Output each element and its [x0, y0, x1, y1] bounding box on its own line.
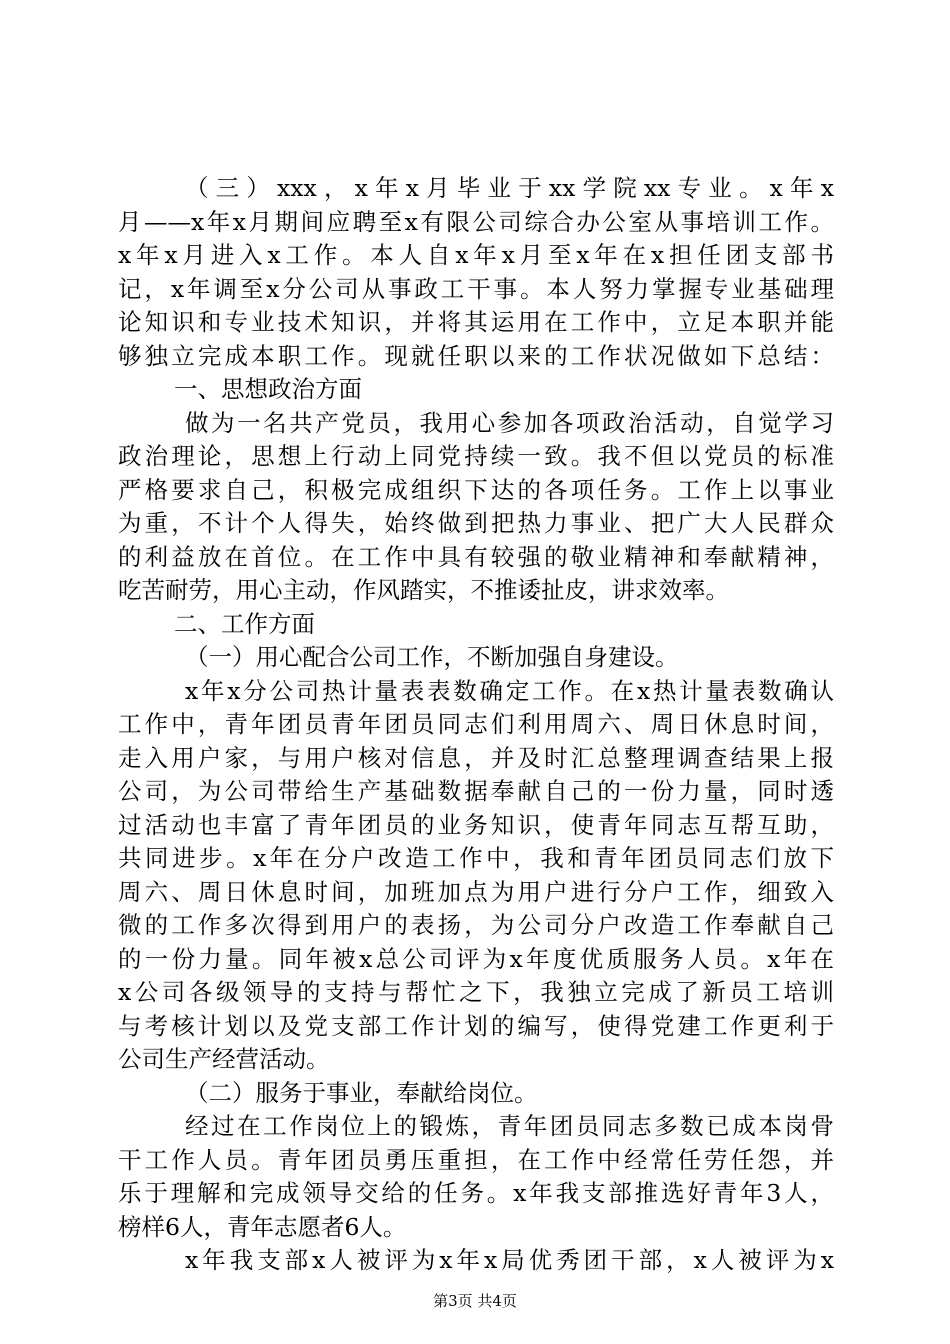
- paragraph-line: 论知识和专业技术知识，并将其运用在工作中，立足本职并能: [118, 308, 834, 336]
- paragraph-line: 政治理论，思想上行动上同党持续一致。我不但以党员的标准: [118, 442, 834, 470]
- paragraph-line: 走入用户家，与用户核对信息，并及时汇总整理调查结果上报: [118, 743, 834, 772]
- paragraph-line: 月——x年x月期间应聘至x有限公司综合办公室从事培训工作。: [118, 207, 834, 236]
- subsection-heading: （一）用心配合公司工作，不断加强自身建设。: [185, 643, 679, 671]
- paragraph-line: 做为一名共产党员，我用心参加各项政治活动，自觉学习: [185, 408, 834, 437]
- paragraph-line: x年x月进入x工作。本人自x年x月至x年在x担任团支部书: [118, 241, 834, 269]
- paragraph-line: 工作中，青年团员青年团员同志们利用周六、周日休息时间，: [118, 710, 834, 738]
- paragraph-line: 的利益放在首位。在工作中具有较强的敬业精神和奉献精神，: [118, 542, 834, 571]
- paragraph-line: 与考核计划以及党支部工作计划的编写，使得党建工作更利于: [118, 1011, 834, 1040]
- paragraph-line: 记，x年调至x分公司从事政工干事。本人努力掌握专业基础理: [118, 274, 834, 303]
- paragraph-line: x年我支部x人被评为x年x局优秀团干部，x人被评为x: [185, 1246, 834, 1274]
- paragraph-line: 共同进步。x年在分户改造工作中，我和青年团员同志们放下: [118, 844, 834, 872]
- paragraph-line: 公司，为公司带给生产基础数据奉献自己的一份力量，同时透: [118, 777, 834, 805]
- paragraph-line: 榜样6人，青年志愿者6人。: [118, 1212, 407, 1241]
- paragraph-line: 过活动也丰富了青年团员的业务知识，使青年同志互帮互助，: [118, 810, 834, 839]
- paragraph-line: x公司各级领导的支持与帮忙之下，我独立完成了新员工培训: [118, 978, 834, 1006]
- paragraph-line: 干工作人员。青年团员勇压重担，在工作中经常任劳任怨，并: [118, 1145, 834, 1174]
- document-body: [118, 172, 834, 1278]
- paragraph-line: 经过在工作岗位上的锻炼，青年团员同志多数已成本岗骨: [185, 1112, 834, 1140]
- page-number-footer: 第3页 共4页: [433, 1292, 517, 1310]
- subsection-heading: （二）服务于事业，奉献给岗位。: [185, 1078, 538, 1107]
- paragraph-line: 严格要求自己，积极完成组织下达的各项任务。工作上以事业: [118, 475, 834, 504]
- paragraph-line: 微的工作多次得到用户的表扬，为公司分户改造工作奉献自己: [118, 911, 834, 939]
- paragraph-line: 为重，不计个人得失，始终做到把热力事业、把广大人民群众: [118, 509, 834, 537]
- section-heading: 二、工作方面: [174, 609, 315, 638]
- paragraph-line: 公司生产经营活动。: [118, 1045, 330, 1073]
- paragraph-line: 乐于理解和完成领导交给的任务。x年我支部推选好青年3人，: [118, 1179, 834, 1207]
- section-heading: 一、思想政治方面: [174, 375, 362, 403]
- paragraph-line: 周六、周日休息时间，加班加点为用户进行分户工作，细致入: [118, 877, 834, 906]
- paragraph-line: 的一份力量。同年被x总公司评为x年度优质服务人员。x年在: [118, 944, 834, 973]
- paragraph-line: x年x分公司热计量表表数确定工作。在x热计量表数确认: [185, 676, 834, 705]
- paragraph-line: 吃苦耐劳，用心主动，作风踏实，不推诿扯皮，讲求效率。: [118, 576, 729, 604]
- paragraph-line: 够独立完成本职工作。现就任职以来的工作状况做如下总结：: [118, 341, 834, 370]
- paragraph-line: （三）xxx，x年x月毕业于xx学院xx专业。x年x: [185, 174, 834, 202]
